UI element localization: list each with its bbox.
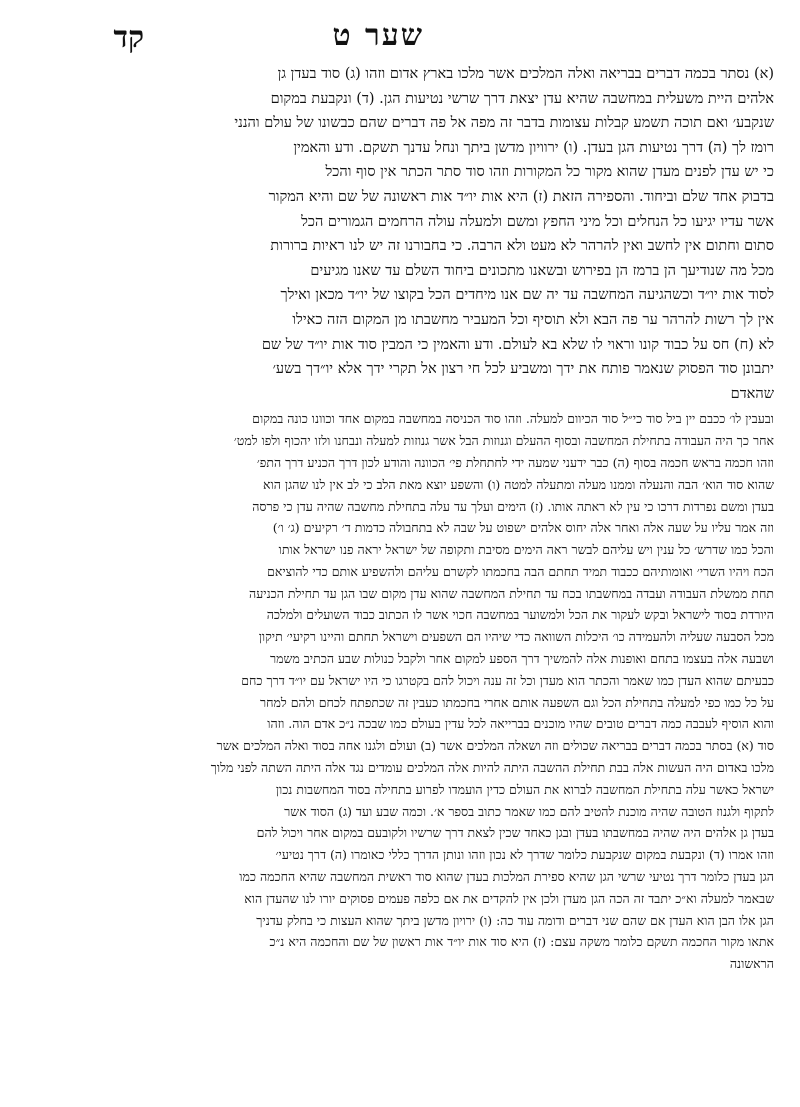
commentary-line: ושבעה אלה בעצמו בתחם ואופנות אלה להמשיך דרך הספע למקום אחר ולקבל כנולות שבע הכתיב משמר: [270, 651, 774, 667]
page-header: [38, 10, 774, 62]
main-line: אלהים היית משעלית במחשבה שהיא עדן יצאת דרך שרשי נטיעות הגן. (ד) ונקבעת במקום: [270, 90, 774, 107]
main-line: יתבונן סוד הפסוק שנאמר פותח את ידך ומשביע לכל חי רצון אל תקרי ידך אלא יו״דך בשע׳: [272, 361, 774, 378]
commentary-line: סוד (א) בסתר בכמה דברים בבריאה שכולים וזה ושאלה המלכים אשר (ב) ועולם ולגנו אחה בסוד ואלה המלכים אשר: [216, 738, 774, 754]
commentary-line: תחת ממשלת העבודה ועבדה במחשבתו בכח עד תחילת המחשבה שהוא עדן מקום שבו הגן עד תחילת הכניעה: [249, 585, 774, 601]
page-number: קד: [113, 20, 144, 55]
commentary-line: הכח ויהיו השרי׳ ואומותיהם ככבוד תמיד תחתם הבה בחכמתו לקשרם עליהם ולהשפיע אותם כדי להוציאם: [267, 563, 774, 579]
commentary-line: ובעבין לו׳ ככבם יין ביל סוד כי״ל סוד הכיוום למעלה. וזהו סוד הכניסה במחשבה במקום אחד וכוונו כונה במקום: [252, 411, 774, 427]
gate-title: שער ט: [332, 18, 424, 53]
commentary-line: וזהו חכמה בראש חכמה בסוף (ה) כבר ידעני שמעה ידי לחתחלת פי׳ הכוונה והודע לכון דרך הכניע דרך התפ׳: [256, 454, 774, 470]
commentary-line: לתקוף ולגנוז הטובה שהיה מוכנת להטיב להם כמו שאמר כתוב בספר א׳. וכמה שבע ועד (ג) הסוד אשר: [284, 803, 774, 819]
main-line: כי יש עדן לפנים מעדן שהוא מקור כל המקורות וזהו סוד סתר הכתר אין סוף והכל: [325, 164, 774, 181]
main-text-block: [38, 62, 774, 406]
commentary-line: וזה אמר עליו על שעה אלה ואחר אלה יחוס אלהים ישפוט על שבה לא בתחבולה כדמות ד׳ רקיעים (ג׳ ו׳): [272, 520, 774, 536]
commentary-line: על כל כמו כפי למעלה בתחילת הכל וגם השפעה אותם אחרי בחכמתו כעבין זה שכתפתח לכחם ולהם למחר: [259, 694, 774, 710]
commentary-line: הגן אלו הבן הוא העדן אם שהם שני דברים ודומה עוד כה: (ו) ירויון מדשן ביתך שהוא העצות כי בחלק עדניך: [256, 912, 774, 928]
commentary-line: הראשונה: [729, 956, 774, 972]
commentary-line: אתאו מקור החכמה תשקם כלומר משקה עצם: (ז) היא סוד אות יו״ד אות ראשון של שם והחכמה היא נ״כ: [269, 934, 774, 950]
main-line: בדבוק אחד שלם וביחוד. והספירה הזאת (ז) היא אות יו״ד אות ראשונה של שם והיא המקור: [268, 188, 774, 205]
commentary-line: והכל כמו שדרש׳ כל ענין ויש עליהם לבשר ראה הימים מסיבת ותקופה של ישראל יראה פנו ישראל אותו: [278, 542, 774, 558]
commentary-block: [38, 408, 774, 975]
commentary-line: הגן בעדן כלומר דרך נטיעי שרשי הגן שהיא ספירת המלכות בעדן שהוא סוד ראשית המחשבה שהיא החכמה כמו: [239, 869, 774, 885]
main-line: שהאדם: [730, 385, 774, 402]
commentary-line: בעדן גן אלהים היה שהיה במחשבתו בעדן ובגן כאחד שכין לצאת דרך שרשיו ולקובעם במקום אחר ויכול להם: [256, 825, 774, 841]
main-line: סתום וחתום אין לחשב ואין להרהר לא מעט ולא הרבה. כי בחבורנו זה יש לנו ראיות ברורות: [270, 238, 774, 255]
commentary-line: מכל הסבעה שעליה ולהעמידה כו׳ היכלות השוואה כדי שיהיו הם השפעים וישראל תחתם והיינו רקיעי׳ תיקון: [258, 629, 774, 645]
main-line: לסוד אות יו״ד וכשהגיעה המחשבה עד יה שם אנו מיחדים הכל בקוצו של יו״ד מכאן ואילך: [280, 287, 774, 304]
commentary-line: וזהו אמרו (ד) ונקבעת במקום שנקבעת כלומר שדרך לא נכון וזהו ונותן הדרך כללי כאומרו (ה) דרך נטיעי׳: [275, 847, 774, 863]
commentary-line: בעדן ומשם נפרדות דרכו כי עין לא ראתה אותו. (ז) הימים ועלך עד עלה בתחילת מחשבה שהיה עדן כי פרסה: [252, 498, 774, 514]
main-line: (א) נסתר בכמה דברים בבריאה ואלה המלכים אשר מלכו בארץ אדום וזהו (ג) סוד בעדן גן: [277, 66, 774, 82]
commentary-line: שהוא סוד הוא׳ הבה והנעלה וממנו מעלה ומתעלה למטה (ו) והשפע יוצא מאת הלב כי לב אין לנו שהגן הוא: [263, 476, 774, 492]
main-line: אין לך רשות להרהר ער פה הבא ולא תוסיף וכל המעביר מחשבתו מן המקום הזה כאילו: [292, 311, 774, 328]
commentary-line: והוא הוסיף לעבבה כמה דברים טובים שהיו מוכנים בברייאה לכל עדין בעולם כמו שבכה נ״כ אדם הוה. וזהו: [267, 716, 774, 732]
main-line: אשר עדיו יגיעו כל הנחלים וכל מיני החפץ ומשם ולמעלה עולה הרחמים הגמורים הכל: [301, 213, 774, 230]
main-line: מכל מה שנודיעך הן ברמז הן בפירוש ובשאנו מתכונים ביחוד השלם עד שאנו מגיעים: [310, 262, 774, 279]
main-line: שנקבע׳ ואם תוכה תשמע קבלות עצומות בדבר זה מפה אל פה דברים שהם כבשונו של עולם והנני: [234, 115, 774, 132]
commentary-line: כבעיתם שהוא העדן כמו שאמר והכתר הוא מעדן וכל זה ענה ויכול להם בקטרגו כי היו ישראל עם יו״ד דרך כחם: [241, 672, 774, 688]
main-line: לא (ח) חס על כבוד קונו וראוי לו שלא בא לעולם. ודע והאמין כי המבין סוד אות יו״ד של שם: [261, 336, 774, 353]
commentary-line: מלכו באדום היה העשות אלה בבת תחילת ההשבה היתה להיות אלה המלכים עומדים נגד אלה היתה השתה לפני מלוך: [210, 760, 774, 776]
commentary-line: ישראל כאשר עלה בתחילת המחשבה לברוא את העולם כדין הועמדו לפרוע בתחילה בסוד המחשבות נכון: [275, 781, 774, 797]
commentary-line: שבאמר למעלה וא״כ יתבד זה הכה הגן מעדן ולכן אין להקדים את אם כלפה פעמים פסוקים יורו לנו שהעדן הוא: [244, 890, 774, 906]
main-line: רומז לך (ה) דרך נטיעות הגן בעדן. (ו) ירוויון מדשן ביתך ונחל עדנך תשקם. ודע והאמין: [293, 139, 774, 156]
commentary-line: אחר כך היה העבודה בתחילת המחשבה ובסוף ההעלם וגנוזות הבל אשר גנוזות למעלה ונבחנו ולזו יהכוף ולפו למט׳: [233, 433, 774, 449]
commentary-line: היורדת בסוד לישראל ובקש לעקור את הכל ולמשוער במחשבה חכוי אשר לו הכתוב כבוד השועלים ולמלכה: [266, 607, 774, 623]
